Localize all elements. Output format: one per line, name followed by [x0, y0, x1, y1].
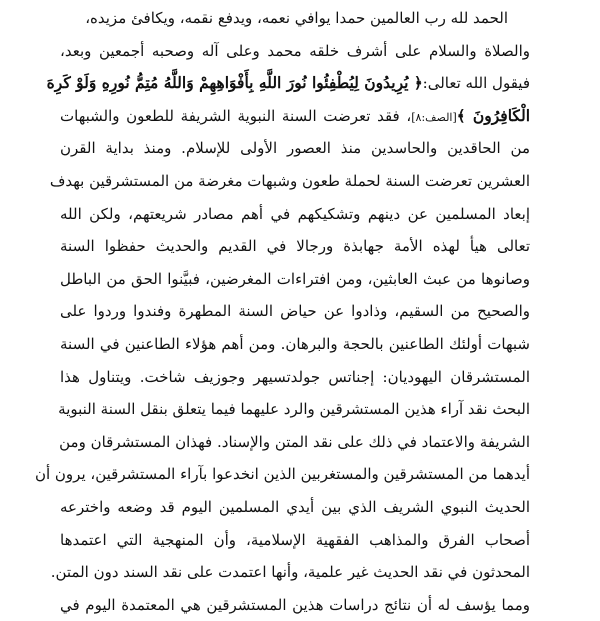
paragraph-line	[60, 295, 530, 328]
quran-verse-text: الْكَافِرُونَ	[465, 105, 531, 125]
text-run: وصانوها من عبث العابثين، ومن افتراءات المغرضين، فبيَّنوا الحق من الباطل	[60, 269, 530, 288]
paragraph-line	[60, 426, 530, 459]
paragraph-line	[60, 328, 530, 361]
verse-reference: [الصف:٨]	[411, 110, 457, 124]
paragraph-line	[60, 132, 530, 165]
text-run: فيقول الله تعالى:	[422, 74, 530, 93]
text-run: تعالى هيأ لهذه الأمة جهابذة ورجالا في القديم والحديث حفظوا السنة	[60, 237, 530, 256]
paragraph-line	[60, 393, 530, 426]
paragraph-line	[60, 361, 530, 394]
paragraph-line	[49, 165, 530, 198]
text-run: شبهات أولئك الطاعنين بالحجة والبرهان. ومن أهم هؤلاء الطاعنين في السنة	[60, 334, 530, 353]
paragraph-line	[46, 67, 530, 100]
paragraph-line	[60, 198, 530, 231]
text-run: ومما يؤسف له أن نتائج دراسات هذين المستشرقين هي المعتمدة اليوم في	[60, 595, 530, 614]
paragraph-line	[50, 556, 530, 589]
text-run: والصلاة والسلام على أشرف خلقه محمد وعلى آله وصحبه أجمعين وبعد،	[60, 41, 530, 60]
text-run: المحدثون في نقد الحديث غير علمية، وأنها اعتمدت على نقد السند دون المتن.	[50, 563, 530, 582]
paragraph-line	[60, 35, 530, 68]
text-run: إبعاد المسلمين عن دينهم وتشكيكهم في أهم مصادر شريعتهم، ولكن الله	[60, 204, 530, 223]
paragraph-line-opening	[60, 2, 530, 35]
text-run: العشرين تعرضت السنة لحملة طعون وشبهات مغرضة من المستشرقين بهدف	[49, 171, 530, 190]
paragraph-line	[60, 491, 530, 524]
paragraph-line	[60, 230, 530, 263]
paragraph-line	[60, 100, 530, 133]
ornate-bracket-icon: ﴿	[413, 74, 423, 93]
document-page	[34, 0, 531, 621]
ornate-bracket-icon: ﴾	[456, 106, 466, 125]
paragraph-line	[60, 524, 530, 557]
text-run: أصحاب الفرق والمذاهب الفقهية الإسلامية، وأن المنهجية التي اعتمدها	[60, 530, 530, 549]
text-run: من الحاقدين والحاسدين منذ العصور الأولى للإسلام. ومنذ بداية القرن	[60, 139, 530, 158]
text-run: المستشرقان اليهوديان: إجناتس جولدتسيهر وجوزيف شاخت. ويتناول هذا	[60, 367, 530, 386]
text-run: الحديث النبوي الشريف الذي بين أيدي المسلمين اليوم قد وضعه واخترعه	[60, 497, 530, 516]
text-run: والصحيح من السقيم، وذادوا عن حياض السنة المطهرة وفندوا وردوا على	[60, 302, 530, 321]
document-body	[34, 2, 531, 621]
text-run: الحمد لله رب العالمين حمدا يوافي نعمه، ويدفع نقمه، ويكافئ مزيده،	[85, 9, 508, 27]
text-run: ، فقد تعرضت السنة النبوية الشريفة للطعون والشبهات	[60, 106, 412, 125]
text-run: البحث نقد آراء هذين المستشرقين والرد عليهما فيما يتعلق بنقل السنة النبوية	[58, 400, 530, 419]
paragraph-line	[60, 589, 530, 621]
text-run: الشريفة والاعتماد في ذلك على نقد المتن والإسناد. فهذان المستشرقان ومن	[59, 432, 530, 451]
quran-verse-text: يُرِيدُونَ لِيُطْفِئُوا نُورَ اللَّهِ بِأَفْوَاهِهِمْ وَاللَّهُ مُتِمُّ نُورِهِ وَلَوْ كَرِهَ	[46, 73, 414, 93]
text-run: أيدهما من المستشرقين والمستغربين الذين انخدعوا بآراء المستشرقين، يرون أن	[34, 465, 530, 484]
paragraph-line	[34, 458, 530, 491]
paragraph-line	[60, 263, 530, 296]
